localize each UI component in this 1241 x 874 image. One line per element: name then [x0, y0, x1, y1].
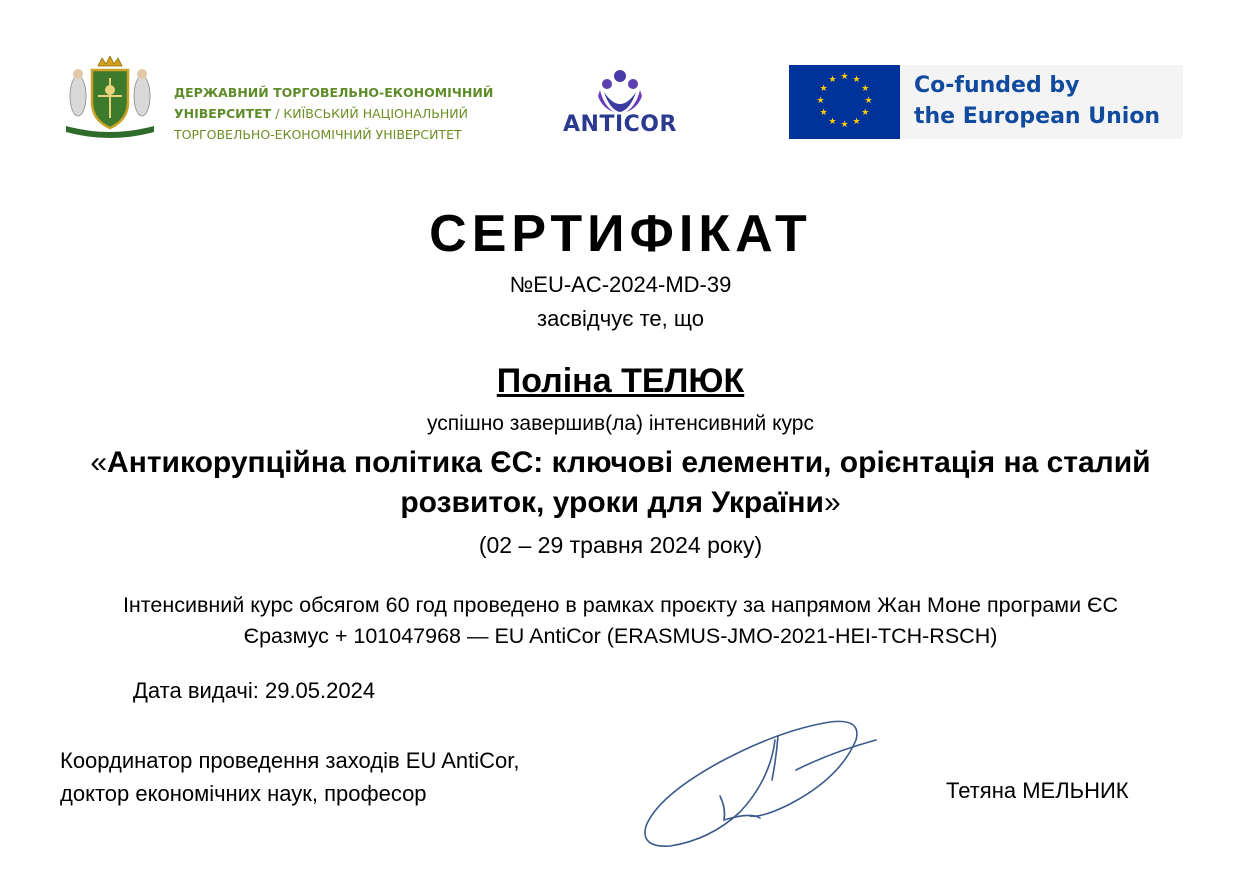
svg-text:★: ★: [852, 116, 861, 127]
course-close-quote: »: [823, 486, 841, 519]
university-crest-logo: [58, 56, 162, 140]
svg-text:★: ★: [819, 108, 828, 118]
eu-line-1: Co-funded by: [914, 73, 1080, 98]
course-title: [60, 443, 1181, 523]
svg-text:★: ★: [828, 75, 837, 86]
university-name-rest: / КИЇВСЬКИЙ НАЦІОНАЛЬНИЙ ТОРГОВЕЛЬНО-ЕКОНОМІЧНИЙ УНІВЕРСИТЕТ: [174, 106, 468, 142]
coordinator-title: [60, 744, 520, 810]
certifies-text: засвідчує те, що: [537, 306, 704, 331]
svg-text:★: ★: [840, 120, 849, 130]
course-open-quote: «: [90, 446, 108, 479]
certificate-number: №EU-AC-2024-MD-39: [509, 272, 732, 297]
university-name-bold: ДЕРЖАВНИЙ ТОРГОВЕЛЬНО-ЕКОНОМІЧНИЙ УНІВЕРСИТЕТ: [174, 85, 494, 121]
svg-text:★: ★: [864, 96, 873, 106]
recipient-name: Поліна ТЕЛЮК: [496, 362, 745, 400]
university-name: [174, 82, 514, 145]
course-description: Інтенсивний курс обсягом 60 год проведено в рамках проєкту за напрямом Жан Моне програми ЄС Єразмус + 101047968 — EU AntiCor (ERASMUS-JMO-2021-HEI-TCH-RSCH): [122, 593, 1119, 648]
certificate-title: СЕРТИФІКАТ: [429, 205, 812, 263]
signatory-name: Тетяна МЕЛЬНИК: [946, 778, 1129, 803]
anticor-label: ANTICOR: [563, 112, 677, 137]
svg-text:★: ★: [828, 116, 837, 127]
completed-text: успішно завершив(ла) інтенсивний курс: [427, 412, 814, 435]
course-dates: (02 – 29 травня 2024 року): [478, 532, 763, 558]
eu-flag-icon: [789, 65, 900, 139]
svg-text:★: ★: [861, 84, 870, 94]
eu-line-2: the European Union: [914, 104, 1161, 129]
coordinator-line-1: Координатор проведення заходів EU AntiCor,: [60, 748, 520, 773]
svg-text:★: ★: [816, 96, 825, 106]
svg-text:★: ★: [852, 75, 861, 86]
coordinator-line-2: доктор економічних наук, професор: [60, 781, 427, 806]
eu-cofunded-text: [914, 70, 1160, 132]
svg-text:★: ★: [840, 72, 849, 82]
course-title-text: Антикорупційна політика ЄС: ключові елементи, орієнтація на сталий розвиток, уроки для України: [107, 446, 1151, 519]
svg-text:★: ★: [861, 108, 870, 118]
svg-text:★: ★: [819, 84, 828, 94]
issue-date: Дата видачі: 29.05.2024: [133, 678, 376, 703]
handwritten-signature: [600, 700, 890, 860]
